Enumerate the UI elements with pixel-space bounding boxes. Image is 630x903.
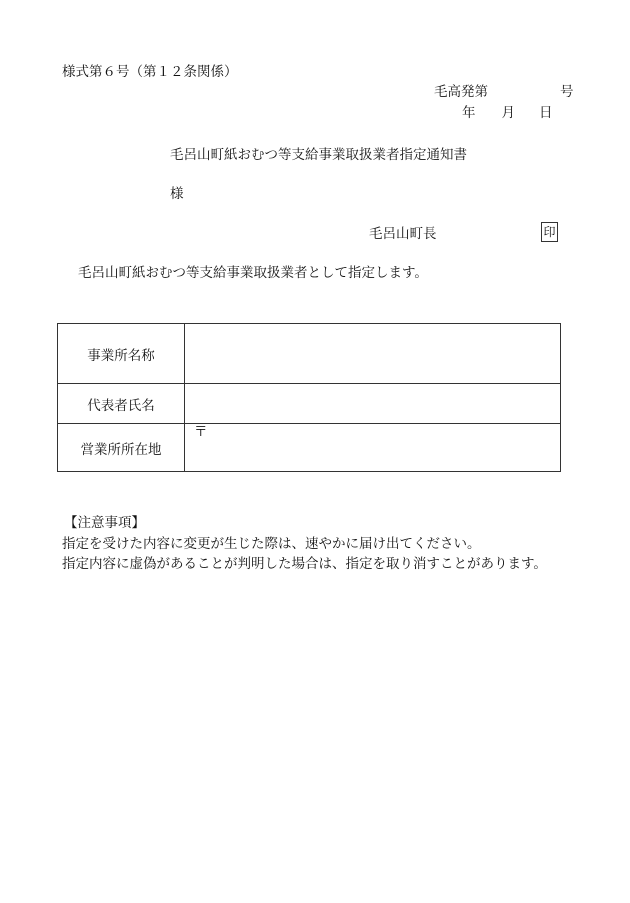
postal-mark: 〒 xyxy=(194,424,208,440)
address-label: 営業所所在地 xyxy=(58,424,185,472)
representative-field[interactable] xyxy=(185,384,561,424)
note-item: 指定内容に虚偽があることが判明した場合は、指定を取り消すことがあります。 xyxy=(62,556,547,572)
note-item: 指定を受けた内容に変更が生じた際は、速やかに届け出てください。 xyxy=(62,536,481,552)
issue-number-prefix: 毛高発第 xyxy=(434,84,488,100)
issue-date-month: 月 xyxy=(501,105,515,121)
office-name-field[interactable] xyxy=(185,324,561,384)
table-row xyxy=(58,324,561,384)
issue-date-day: 日 xyxy=(539,105,553,121)
document-title: 毛呂山町紙おむつ等支給事業取扱業者指定通知書 xyxy=(170,147,467,163)
issue-number-suffix: 号 xyxy=(560,84,574,100)
business-info-table xyxy=(57,323,561,472)
notes-heading: 【注意事項】 xyxy=(64,515,145,531)
office-name-label: 事業所名称 xyxy=(58,324,185,384)
addressee-suffix: 様 xyxy=(170,186,184,202)
seal-mark: 印 xyxy=(541,222,558,242)
issue-number xyxy=(434,83,574,101)
table-row xyxy=(58,384,561,424)
table-row xyxy=(58,424,561,472)
address-field[interactable] xyxy=(185,424,561,472)
form-number: 様式第６号（第１２条関係） xyxy=(62,64,238,80)
issue-date-year: 年 xyxy=(462,105,476,121)
issuer-name: 毛呂山町長 xyxy=(369,226,437,242)
representative-label: 代表者氏名 xyxy=(58,384,185,424)
issue-date xyxy=(462,104,553,122)
body-text: 毛呂山町紙おむつ等支給事業取扱業者として指定します。 xyxy=(78,265,428,281)
